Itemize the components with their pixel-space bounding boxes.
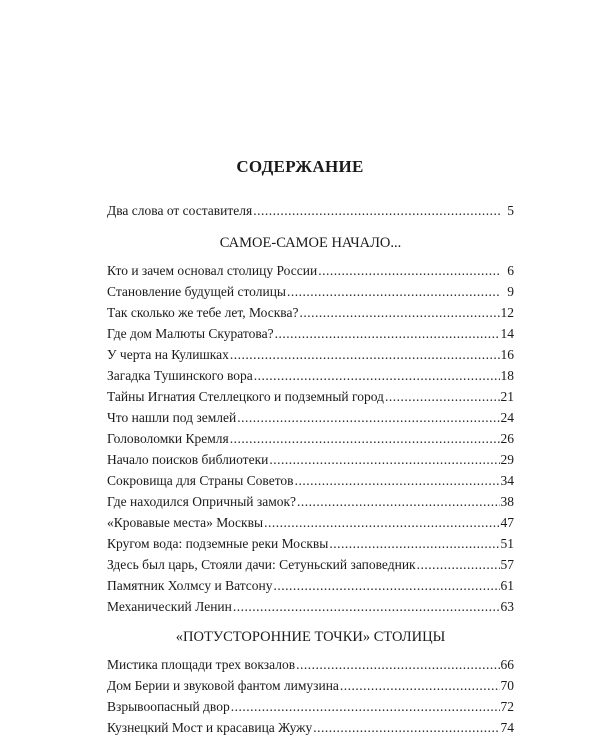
toc-entry-page: 70 [500, 678, 514, 693]
toc-entry-page: 61 [500, 578, 514, 593]
toc-entry-page: 63 [500, 599, 514, 614]
toc-entry [107, 344, 514, 365]
toc-entry-label: Два слова от составителя [107, 203, 253, 218]
toc-entry-page: 74 [500, 720, 514, 735]
dot-leader [253, 200, 501, 221]
toc-entry [107, 428, 514, 449]
toc-entry-label: Мистика площади трех вокзалов [107, 657, 296, 672]
dot-leader [313, 717, 499, 738]
toc-entry [107, 491, 514, 512]
toc-entry-page: 57 [500, 557, 514, 572]
toc-entry-page: 14 [500, 326, 514, 341]
toc-entry [107, 596, 514, 617]
toc-entry [107, 512, 514, 533]
toc-entry [107, 717, 514, 738]
toc-entry-page: 21 [500, 389, 514, 404]
toc-entry-page: 16 [500, 347, 514, 362]
toc-entry [107, 533, 514, 554]
toc-entry [107, 302, 514, 323]
toc-entry-page: 18 [500, 368, 514, 383]
dot-leader [329, 533, 499, 554]
toc-entry [107, 407, 514, 428]
dot-leader [296, 654, 499, 675]
toc-entry-label: Где дом Малюты Скуратова? [107, 326, 274, 341]
toc-entry-page: 51 [500, 536, 514, 551]
toc-entry [107, 365, 514, 386]
toc-entry-label: Сокровища для Страны Советов [107, 473, 294, 488]
toc-entry-label: Кругом вода: подземные реки Москвы [107, 536, 329, 551]
dot-leader [264, 512, 499, 533]
toc-entry-label: Головоломки Кремля [107, 431, 229, 446]
dot-leader [385, 386, 500, 407]
dot-leader [417, 554, 500, 575]
toc-entry-page: 38 [500, 494, 514, 509]
dot-leader [318, 260, 501, 281]
toc-entry [107, 675, 514, 696]
toc-entry-label: Тайны Игнатия Стеллецкого и подземный город [107, 389, 384, 404]
toc-entry-label: Дом Берии и звуковой фантом лимузина [107, 678, 339, 693]
toc-entry [107, 554, 514, 575]
toc-entry [107, 654, 514, 675]
toc-entry-label: Начало поисков библиотеки [107, 452, 269, 467]
toc-entry-label: «Кровавые места» Москвы [107, 515, 264, 530]
dot-leader [230, 428, 500, 449]
toc-entry-page: 26 [500, 431, 514, 446]
dot-leader [230, 344, 500, 365]
toc-entry-label: Кузнецкий Мост и красавица Жужу [107, 720, 313, 735]
section-heading: «ПОТУСТОРОННИЕ ТОЧКИ» СТОЛИЦЫ [175, 629, 446, 645]
contents-list [107, 200, 514, 738]
toc-entry-page: 34 [500, 473, 514, 488]
toc-entry-intro [107, 200, 514, 221]
dot-leader [269, 449, 499, 470]
toc-entry-label: Здесь был царь, Стояли дачи: Сетуньский заповедник [107, 557, 416, 572]
toc-entry [107, 281, 514, 302]
toc-entry-label: Кто и зачем основал столицу России [107, 263, 318, 278]
dot-leader [237, 407, 499, 428]
toc-entry-page: 12 [500, 305, 514, 320]
dot-leader [254, 365, 500, 386]
toc-entry-page: 6 [507, 263, 514, 278]
toc-entry [107, 260, 514, 281]
toc-entry-page: 9 [507, 284, 514, 299]
toc-entry-page: 66 [500, 657, 514, 672]
toc-entry [107, 449, 514, 470]
dot-leader [274, 575, 500, 596]
toc-entry-label: У черта на Кулишках [107, 347, 229, 362]
dot-leader [299, 302, 499, 323]
dot-leader [287, 281, 501, 302]
dot-leader [275, 323, 500, 344]
toc-entry [107, 470, 514, 491]
toc-entry-label: Так сколько же тебе лет, Москва? [107, 305, 299, 320]
dot-leader [231, 696, 500, 717]
toc-entry-label: Загадка Тушинского вора [107, 368, 253, 383]
toc-entry-page: 5 [507, 203, 514, 218]
toc-entry-label: Памятник Холмсу и Ватсону [107, 578, 273, 593]
dot-leader [340, 675, 500, 696]
toc-entry-page: 72 [500, 699, 514, 714]
dot-leader [233, 596, 500, 617]
contents-title: СОДЕРЖАНИЕ [236, 157, 364, 176]
toc-entry [107, 696, 514, 717]
toc-entry-label: Что нашли под землей [107, 410, 237, 425]
toc-entry-label: Где находился Опричный замок? [107, 494, 297, 509]
toc-entry-label: Взрывоопасный двор [107, 699, 230, 714]
toc-entry [107, 386, 514, 407]
toc-entry [107, 323, 514, 344]
toc-entry-page: 29 [500, 452, 514, 467]
toc-entry [107, 575, 514, 596]
toc-entry-label: Становление будущей столицы [107, 284, 287, 299]
dot-leader [295, 470, 500, 491]
section-heading: САМОЕ-САМОЕ НАЧАЛО... [219, 235, 402, 251]
toc-entry-page: 47 [500, 515, 514, 530]
dot-leader [297, 491, 499, 512]
toc-entry-label: Механический Ленин [107, 599, 232, 614]
toc-entry-page: 24 [500, 410, 514, 425]
